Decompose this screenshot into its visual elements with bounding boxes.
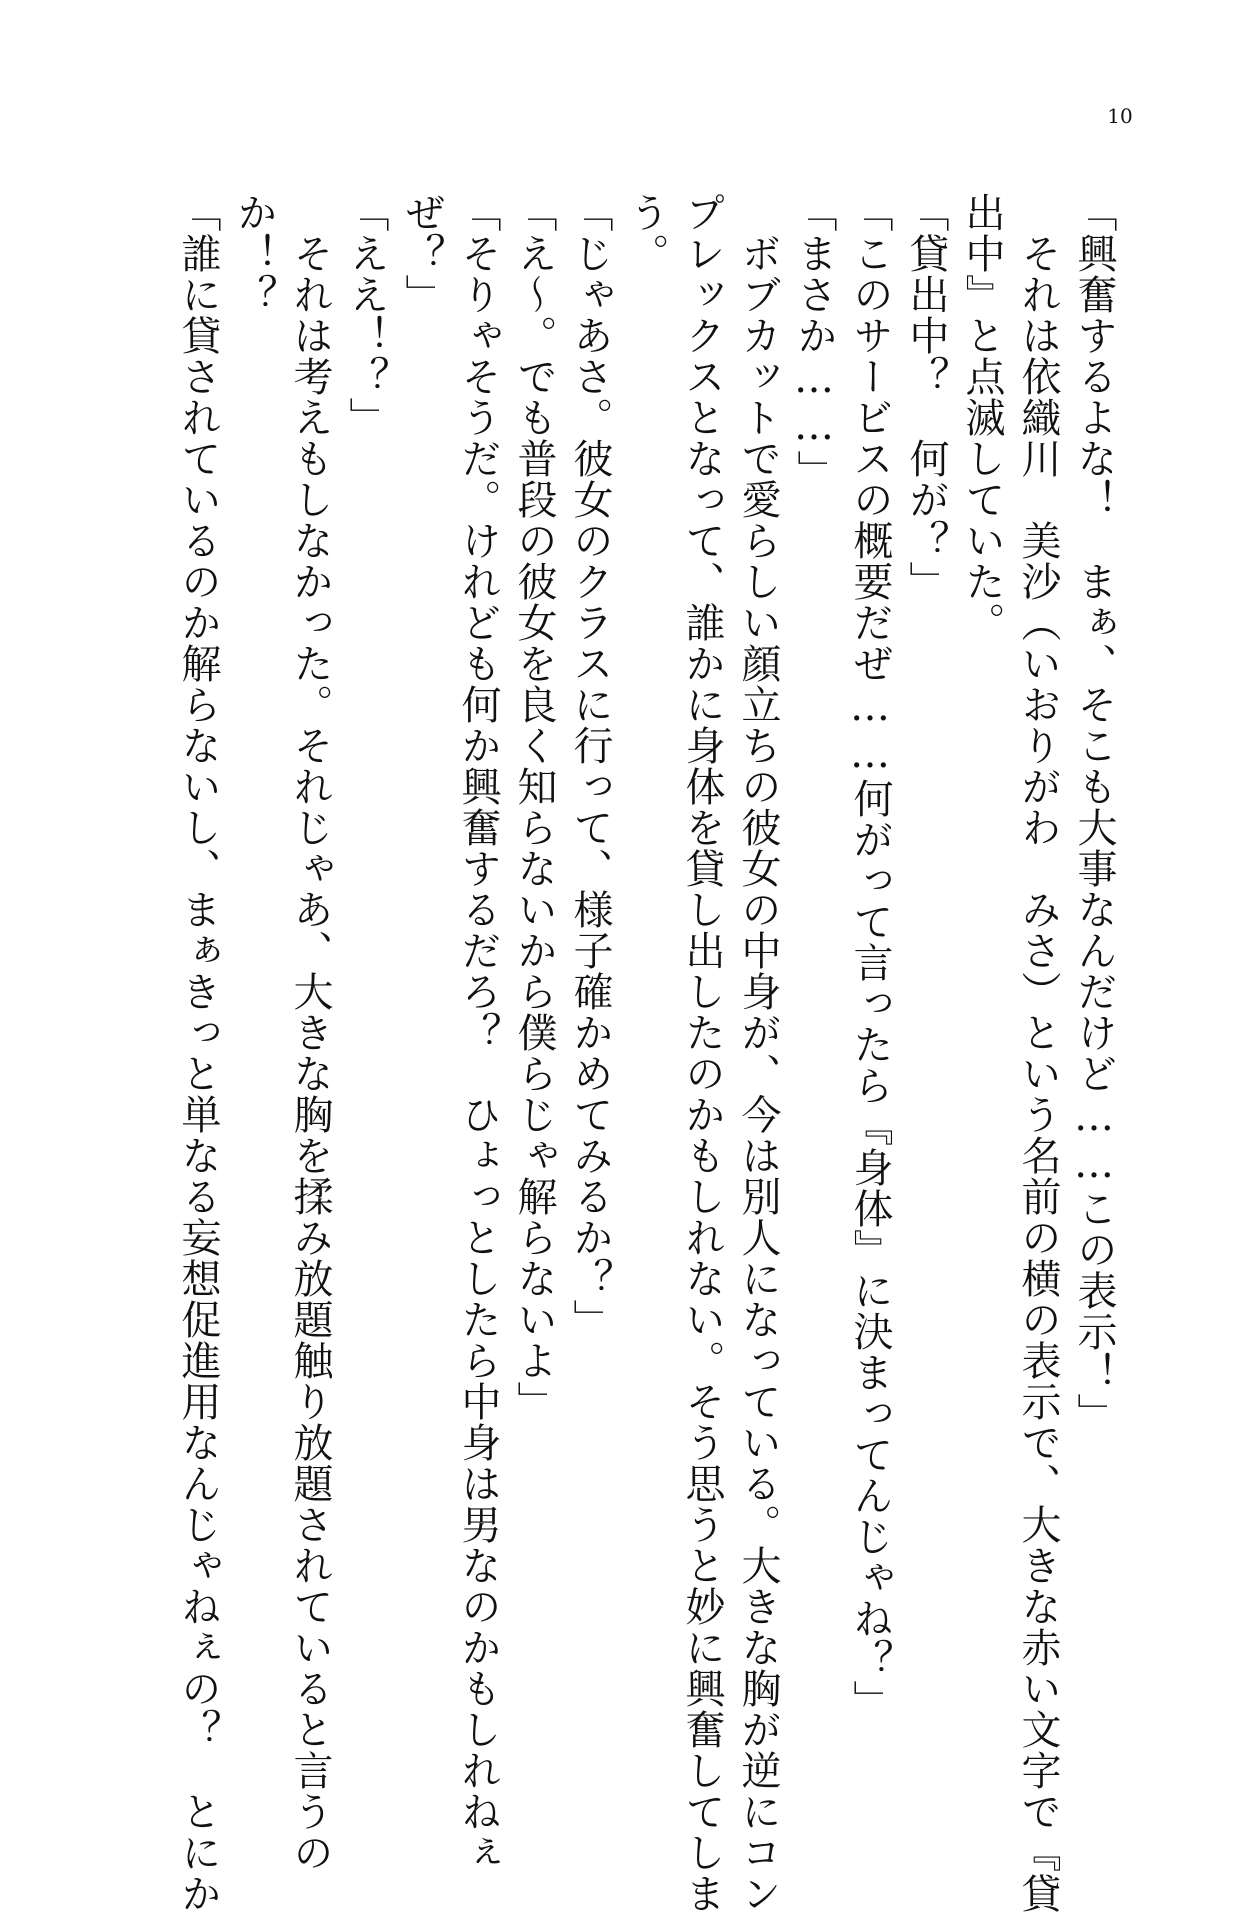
page-number: 10	[1107, 104, 1133, 128]
text-line: プレックスとなって、誰かに身体を貸し出したのかもしれない。そう思うと妙に興奮してしま	[679, 192, 725, 1914]
text-line: 「そりゃそうだ。けれども何か興奮するだろ？ ひょっとしたら中身は男なのかもしれねぇ	[455, 192, 501, 1873]
text-line: 出中』と点滅していた。	[959, 192, 1005, 643]
text-line: ぜ？」	[399, 192, 445, 315]
text-line: 「興奮するよな！ まぁ、そこも大事なんだけど……この表示！」	[1071, 192, 1117, 1434]
text-line: それは依織川 美沙（いおりがわ みさ）という名前の横の表示で、大きな赤い文字で『貸	[1015, 192, 1061, 1914]
text-line: 「ええ！？」	[343, 192, 389, 438]
text-line: 「貸出中？ 何が？」	[903, 192, 949, 602]
text-line: 「このサービスの概要だぜ……何がって言ったら『身体』に決まってんじゃね？」	[847, 192, 893, 1721]
text-line: か！？	[231, 192, 277, 315]
text-line: ボブカットで愛らしい顔立ちの彼女の中身が、今は別人になっている。大きな胸が逆にコン	[735, 192, 781, 1914]
text-line: 「誰に貸されているのか解らないし、まぁきっと単なる妄想促進用なんじゃねぇの？ とにか	[175, 192, 221, 1914]
text-line: 「まさか……」	[791, 192, 837, 491]
body-text	[122, 192, 1122, 1914]
text-line: それは考えもしなかった。それじゃあ、大きな胸を揉み放題触り放題されていると言うの	[287, 192, 333, 1873]
text-line: 「じゃあさ。彼女のクラスに行って、様子確かめてみるか？」	[567, 192, 613, 1340]
text-line: う。	[623, 192, 669, 274]
text-line: 「え〜。でも普段の彼女を良く知らないから僕らじゃ解らないよ」	[511, 192, 557, 1422]
